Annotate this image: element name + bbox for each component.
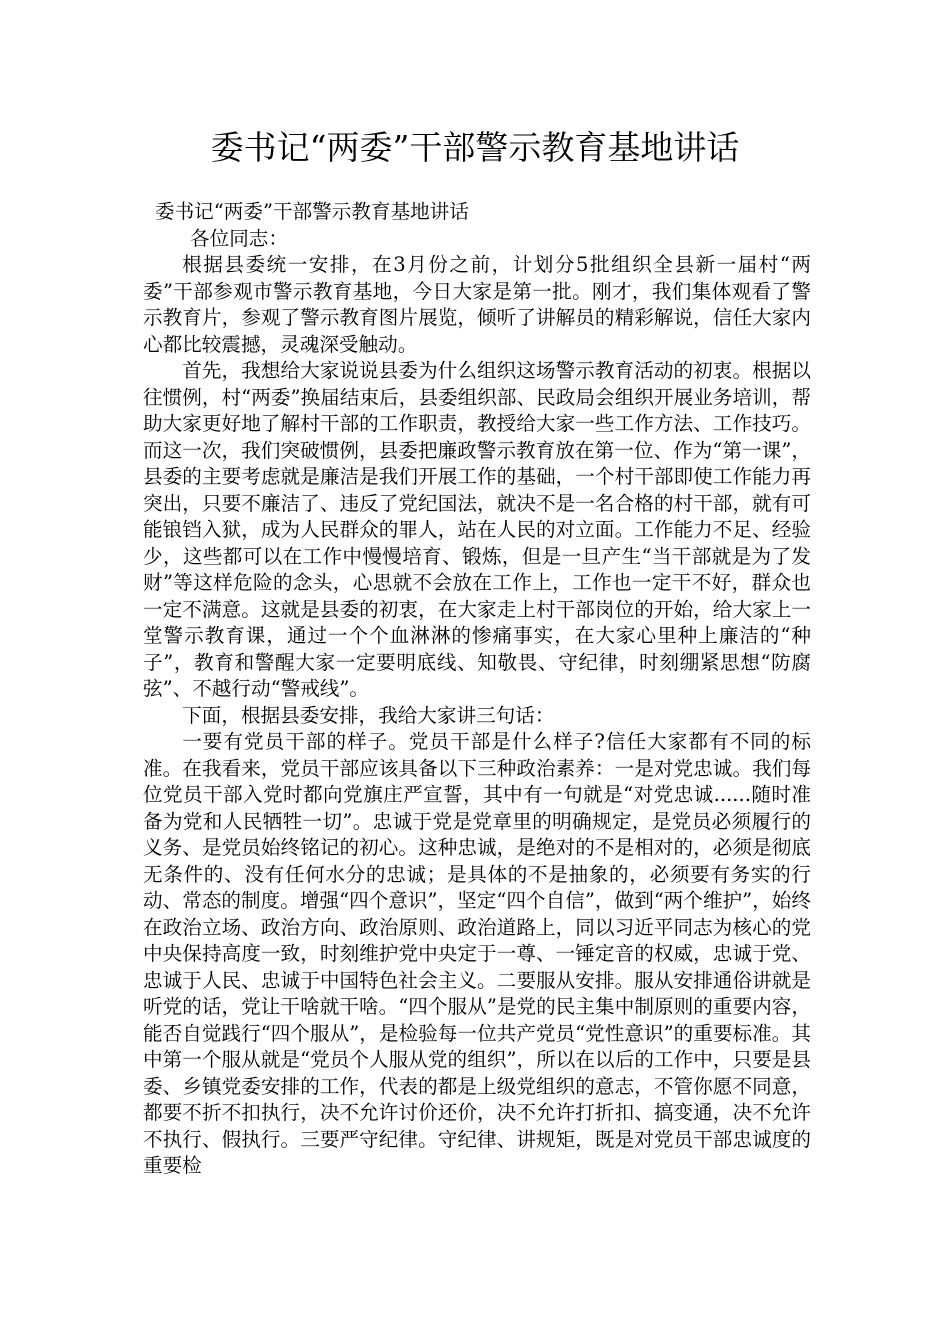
paragraph: 根据县委统一安排，在3月份之前，计划分5批组织全县新一届村“两委”干部参观市警示教育基地，今日大家是第一批。刚才，我们集体观看了警示教育片，参观了警示教育图片展览，倾听了讲解员的精彩解说，信任大家内心都比较震撼，灵魂深受触动。 bbox=[143, 253, 811, 356]
document-title: 委书记“两委”干部警示教育基地讲话 bbox=[210, 128, 740, 167]
salutation: 各位同志： bbox=[190, 226, 288, 250]
paragraph: 首先，我想给大家说说县委为什么组织这场警示教育活动的初衷。根据以往惯例，村“两委”换届结束后，县委组织部、民政局会组织开展业务培训，帮助大家更好地了解村干部的工作职责，教授给大家一些工作方法、工作技巧。而这一次，我们突破惯例，县委把廉政警示教育放在第一位、作为“第一课”，县委的主要考虑就是廉洁是我们开展工作的基础，一个村干部即使工作能力再突出，只要不廉洁了、违反了党纪国法，就决不是一名合格的村干部，就有可能锒铛入狱，成为人民群众的罪人，站在人民的对立面。工作能力不足、经验少，这些都可以在工作中慢慢培育、锻炼，但是一旦产生“当干部就是为了发财”等这样危险的念头，心思就不会放在工作上，工作也一定干不好，群众也一定不满意。这就是县委的初衷，在大家走上村干部岗位的开始，给大家上一堂警示教育课，通过一个个血淋淋的惨痛事实，在大家心里种上廉洁的“种子”，教育和警醒大家一定要明底线、知敬畏、守纪律，时刻绷紧思想“防腐弦”、不越行动“警戒线”。 bbox=[143, 359, 811, 700]
paragraph: 下面，根据县委安排，我给大家讲三句话： bbox=[182, 703, 555, 727]
document-body bbox=[143, 199, 811, 1180]
document-subtitle: 委书记“两委”干部警示教育基地讲话 bbox=[155, 200, 469, 223]
paragraph: 一要有党员干部的样子。党员干部是什么样子?信任大家都有不同的标准。在我看来，党员干部应该具备以下三种政治素养：一是对党忠诚。我们每位党员干部入党时都向党旗庄严宣誓，其中有一句就是“对党忠诚......随时准备为党和人民牺牲一切”。忠诚于党是党章里的明确规定，是党员必须履行的义务、是党员始终铭记的初心。这种忠诚，是绝对的不是相对的，必须是彻底无条件的、没有任何水分的忠诚；是具体的不是抽象的，必须要有务实的行动、常态的制度。增强“四个意识”，坚定“四个自信”，做到“两个维护”，始终在政治立场、政治方向、政治原则、政治道路上，同以习近平同志为核心的党中央保持高度一致，时刻维护党中央定于一尊、一锤定音的权威，忠诚于党、忠诚于人民、忠诚于中国特色社会主义。二要服从安排。服从安排通俗讲就是听党的话，党让干啥就干啥。“四个服从”是党的民主集中制原则的重要内容，能否自觉践行“四个服从”，是检验每一位共产党员“党性意识”的重要标准。其中第一个服从就是“党员个人服从党的组织”，所以在以后的工作中，只要是县委、乡镇党委安排的工作，代表的都是上级党组织的意志，不管你愿不同意，都要不折不扣执行，决不允许讨价还价，决不允许打折扣、搞变通，决不允许不执行、假执行。三要严守纪律。守纪律、讲规矩，既是对党员干部忠诚度的重要检 bbox=[143, 730, 811, 1177]
